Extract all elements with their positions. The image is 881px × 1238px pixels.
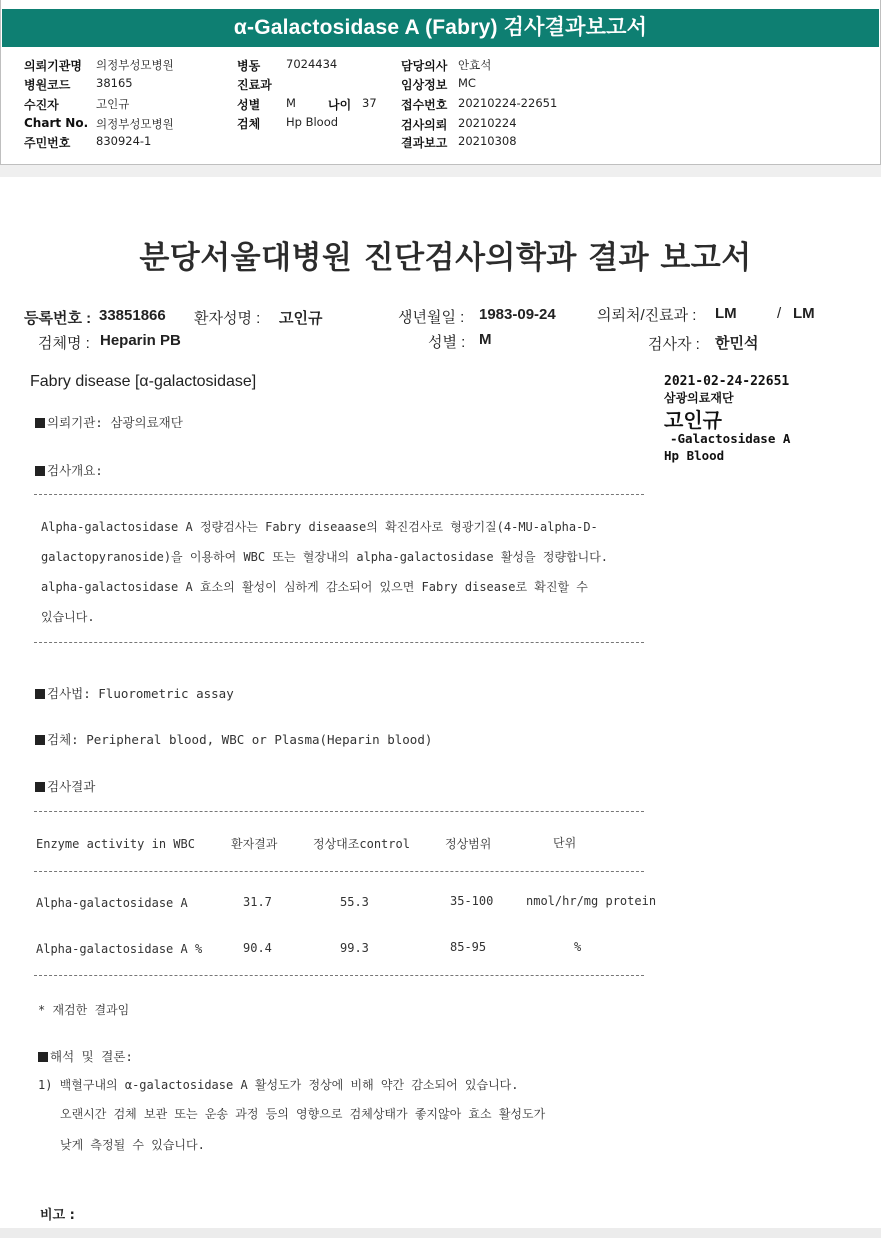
reg-no-value: 33851866 (99, 307, 166, 324)
institution-text: 의뢰기관: 삼광의료재단 (47, 415, 183, 430)
overview-line-3: alpha-galactosidase A 효소의 활성이 심하게 감소되어 있으면 Fabry disease로 확진할 수 (41, 580, 588, 594)
row-1-unit: nmol/hr/mg protein (526, 894, 657, 908)
hdr-value-age: 37 (362, 96, 377, 110)
hdr-label-hospital-code: 병원코드 (24, 78, 71, 92)
table-header-normal-control: 정상대조control (313, 837, 410, 851)
hdr-value-specimen: Hp Blood (286, 115, 339, 129)
row-2-unit: % (574, 940, 582, 954)
retest-note: * 재검한 결과임 (38, 1003, 130, 1017)
row-2-result: 90.4 (243, 941, 272, 955)
reg-no-label: 등록번호 : (24, 310, 92, 327)
examiner-value: 한민석 (715, 335, 759, 352)
referral-separator: / (777, 305, 782, 322)
specimen-name-value: Heparin PB (100, 332, 181, 349)
hdr-label-chart-no: Chart No. (24, 116, 89, 130)
table-header-normal-range: 정상범위 (445, 837, 492, 851)
sticker-lab-name: 삼광의료재단 (664, 391, 734, 405)
hdr-label-request-date: 검사의뢰 (401, 118, 448, 132)
hdr-label-specimen: 검체 (237, 117, 261, 131)
bullet-square-icon (35, 418, 45, 428)
overview-line-1: Alpha-galactosidase A 정량검사는 Fabry diseaase의 확진검사로 형광기질(4-MU-alpha-D- (41, 520, 598, 534)
examiner-label: 검사자 : (648, 336, 700, 353)
results-heading (35, 777, 95, 795)
hdr-label-doctor: 담당의사 (401, 59, 448, 73)
interpretation-line-3: 낮게 측정될 수 있습니다. (60, 1138, 205, 1152)
hdr-value-doctor: 안효석 (458, 58, 492, 72)
bullet-square-icon (35, 735, 45, 745)
sticker-patient-name: 고인규 (664, 408, 722, 432)
hdr-label-age: 나이 (328, 98, 352, 112)
sticker-accession: 2021-02-24-22651 (664, 374, 790, 389)
hdr-value-ward: 7024434 (286, 57, 338, 71)
divider (34, 642, 644, 643)
patient-name-value: 고인규 (279, 310, 323, 327)
hdr-value-patient: 고인규 (96, 97, 130, 111)
row-2-control: 99.3 (340, 941, 369, 955)
patient-name-label: 환자성명 : (194, 310, 261, 327)
interpretation-heading-text: 해석 및 결론: (50, 1049, 133, 1064)
table-top-rule (34, 811, 644, 812)
interpretation-line-1: 1) 백혈구내의 α-galactosidase A 활성도가 정상에 비해 약간 감소되어 있습니다. (38, 1078, 519, 1092)
hdr-label-department: 진료과 (237, 78, 272, 92)
hdr-label-clinical-info: 임상정보 (401, 78, 448, 92)
divider (34, 494, 644, 495)
row-2-test: Alpha-galactosidase A % (36, 942, 203, 956)
hdr-value-institution: 의정부성모병원 (96, 58, 174, 72)
table-header-rule (34, 871, 644, 872)
row-1-range: 35-100 (450, 894, 494, 908)
sticker-specimen: Hp Blood (664, 448, 725, 463)
overview-heading (35, 461, 103, 479)
overview-heading-text: 검사개요: (47, 463, 103, 478)
method-text: 검사법: Fluorometric assay (47, 686, 234, 701)
table-header-unit: 단위 (553, 836, 577, 850)
referral-label: 의뢰처/진료과 : (597, 307, 697, 324)
sex-value: M (479, 331, 492, 348)
hdr-value-request-date: 20210224 (458, 116, 517, 130)
sticker-test-name: -Galactosidase A (670, 431, 791, 446)
hdr-label-resident-no: 주민번호 (24, 136, 71, 150)
row-1-control: 55.3 (340, 895, 369, 909)
hdr-value-report-date: 20210308 (458, 134, 517, 148)
page-separator (0, 165, 881, 177)
hdr-value-resident-no: 830924-1 (96, 134, 152, 148)
table-header-patient-result: 환자결과 (231, 837, 278, 851)
table-header-enzyme: Enzyme activity in WBC (36, 837, 195, 851)
bullet-square-icon (35, 782, 45, 792)
interpretation-line-2: 오랜시간 검체 보관 또는 운송 과정 등의 영향으로 검체상태가 좋지않아 효소 활성도가 (60, 1107, 546, 1121)
page-bottom-strip (0, 1228, 881, 1238)
hdr-label-sex: 성별 (237, 98, 261, 112)
results-heading-text: 검사결과 (47, 779, 96, 794)
remarks-label: 비고 : (40, 1208, 75, 1223)
bullet-square-icon (38, 1052, 48, 1062)
specimen-line (35, 730, 432, 748)
hdr-label-patient: 수진자 (24, 98, 59, 112)
hdr-value-clinical-info: MC (458, 76, 476, 90)
specimen-name-label: 검체명 : (38, 335, 90, 352)
table-bottom-rule (34, 975, 644, 976)
hdr-label-report-date: 결과보고 (401, 136, 448, 150)
hdr-label-accession-no: 접수번호 (401, 98, 448, 112)
method-line (35, 684, 234, 702)
hdr-value-sex: M (286, 96, 296, 110)
row-1-test: Alpha-galactosidase A (36, 896, 188, 910)
sex-label: 성별 : (428, 334, 466, 351)
overview-line-2: galactopyranoside)을 이용하여 WBC 또는 혈장내의 alpha-galactosidase 활성을 정량합니다. (41, 550, 609, 564)
hdr-value-accession-no: 20210224-22651 (458, 96, 558, 110)
bullet-square-icon (35, 689, 45, 699)
dob-value: 1983-09-24 (479, 306, 556, 323)
report-title: 분당서울대병원 진단검사의학과 결과 보고서 (139, 240, 752, 276)
test-section-title: Fabry disease [α-galactosidase] (30, 373, 257, 390)
referral-value-1: LM (715, 305, 737, 322)
row-2-range: 85-95 (450, 940, 487, 954)
hdr-value-hospital-code: 38165 (96, 76, 133, 90)
overview-line-4: 있습니다. (41, 610, 95, 624)
bullet-square-icon (35, 466, 45, 476)
hdr-label-institution: 의뢰기관명 (24, 59, 82, 73)
dob-label: 생년월일 : (398, 309, 465, 326)
institution-line (35, 413, 183, 431)
row-1-result: 31.7 (243, 895, 272, 909)
referral-value-2: LM (793, 305, 815, 322)
hdr-label-ward: 병동 (237, 59, 261, 73)
specimen-text: 검체: Peripheral blood, WBC or Plasma(Heparin blood) (47, 732, 433, 747)
interpretation-heading (38, 1047, 133, 1065)
hdr-value-chart-no: 의정부성모병원 (96, 117, 174, 131)
report-header-title: α-Galactosidase A (Fabry) 검사결과보고서 (2, 9, 879, 47)
